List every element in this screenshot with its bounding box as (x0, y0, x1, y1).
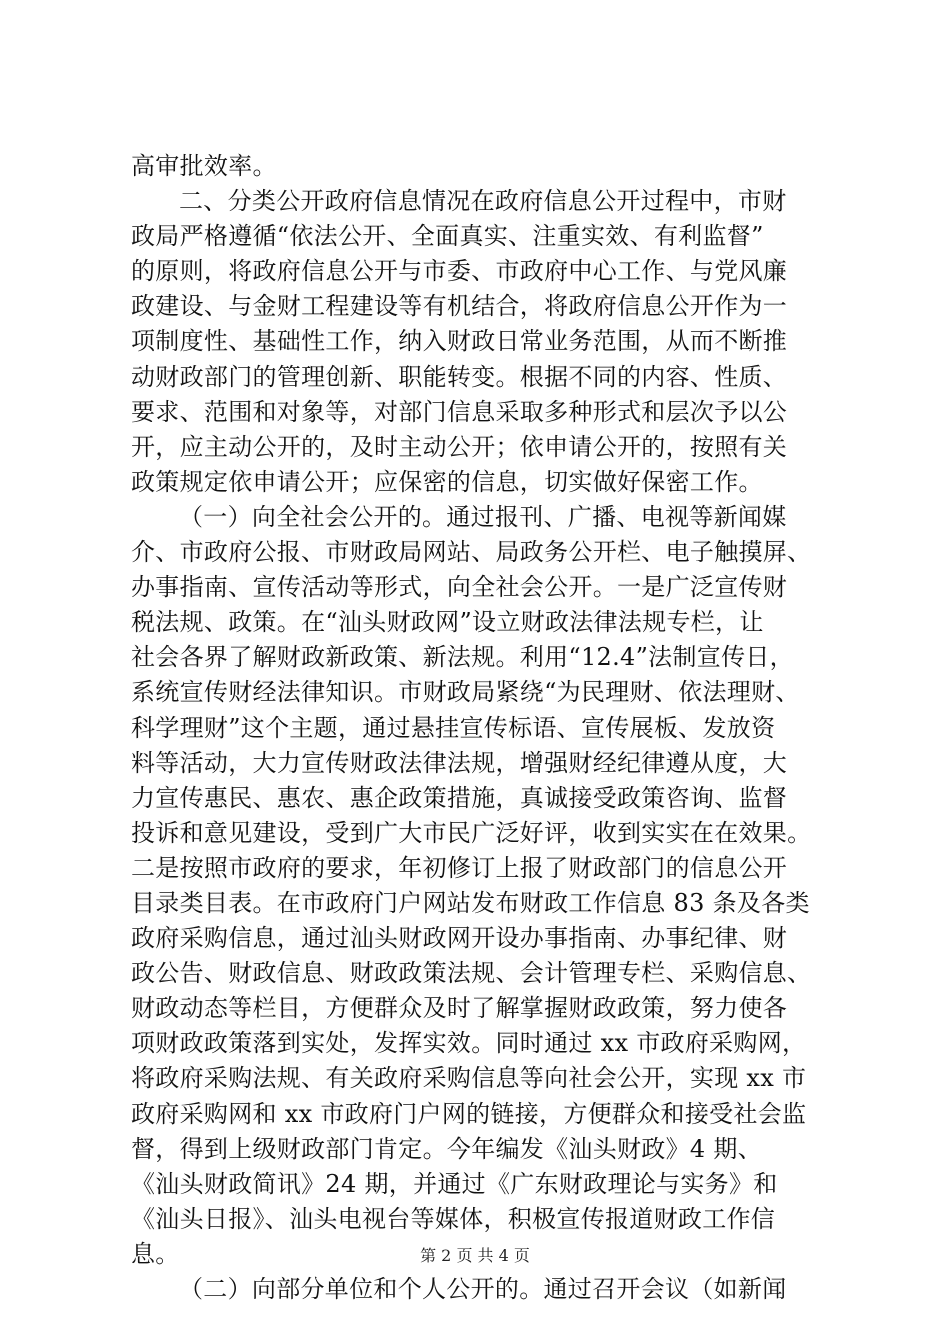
text-line: 目录类目表。在市政府门户网站发布财政工作信息 83 条及各类 (131, 888, 810, 917)
text-line: 的原则，将政府信息公开与市委、市政府中心工作、与党风廉 (131, 257, 788, 286)
document-body (131, 149, 831, 1307)
text-line: 动财政部门的管理创新、职能转变。根据不同的内容、性质、 (131, 362, 788, 391)
text-line: 税法规、政策。在“汕头财政网”设立财政法律法规专栏，让 (131, 608, 764, 637)
text-line: 督，得到上级财政部门肯定。今年编发《汕头财政》4 期、 (131, 1134, 762, 1163)
text-line: 《汕头财政简讯》24 期，并通过《广东财政理论与实务》和 (131, 1169, 778, 1198)
text-line: 办事指南、宣传活动等形式，向全社会公开。一是广泛宣传财 (131, 573, 788, 602)
text-line: （二）向部分单位和个人公开的。通过召开会议（如新闻 (179, 1275, 787, 1303)
page-number-footer: 第 2 页 共 4 页 (420, 1246, 530, 1265)
text-line: 《汕头日报》、汕头电视台等媒体，积极宣传报道财政工作信 (131, 1204, 776, 1233)
text-line: 政府采购信息，通过汕头财政网开设办事指南、办事纪律、财 (131, 924, 788, 953)
text-line: 高审批效率。 (131, 152, 277, 180)
text-line: 将政府采购法规、有关政府采购信息等向社会公开，实现 xx 市 (131, 1064, 807, 1093)
text-line: 二是按照市政府的要求，年初修订上报了财政部门的信息公开 (131, 853, 788, 882)
text-line: 息。 (131, 1239, 180, 1268)
text-line: （一）向全社会公开的。通过报刊、广播、电视等新闻媒 (179, 502, 787, 531)
text-line: 二、分类公开政府信息情况在政府信息公开过程中，市财 (179, 187, 787, 216)
text-line: 政策规定依申请公开；应保密的信息，切实做好保密工作。 (131, 467, 763, 496)
text-line: 科学理财”这个主题，通过悬挂宣传标语、宣传展板、发放资 (131, 713, 776, 742)
text-line: 政建设、与金财工程建设等有机结合，将政府信息公开作为一 (131, 292, 788, 321)
text-line: 项制度性、基础性工作，纳入财政日常业务范围，从而不断推 (131, 327, 788, 356)
text-line: 政公告、财政信息、财政政策法规、会计管理专栏、采购信息、 (131, 959, 812, 988)
text-line: 政府采购网和 xx 市政府门户网的链接，方便群众和接受社会监 (131, 1099, 807, 1128)
text-line: 开，应主动公开的，及时主动公开；依申请公开的，按照有关 (131, 432, 788, 461)
text-line: 力宣传惠民、惠农、惠企政策措施，真诚接受政策咨询、监督 (131, 783, 788, 812)
text-line: 投诉和意见建设，受到广大市民广泛好评，收到实实在在效果。 (131, 818, 812, 847)
text-line: 项财政政策落到实处，发挥实效。同时通过 xx 市政府采购网， (131, 1029, 807, 1058)
text-line: 政局严格遵循“依法公开、全面真实、注重实效、有利监督” (131, 222, 764, 251)
text-line: 系统宣传财经法律知识。市财政局紧绕“为民理财、依法理财、 (131, 678, 800, 707)
text-line: 料等活动，大力宣传财政法律法规，增强财经纪律遵从度，大 (131, 748, 788, 777)
text-line: 介、市政府公报、市财政局网站、局政务公开栏、电子触摸屏、 (131, 538, 812, 567)
text-line: 要求、范围和对象等，对部门信息采取多种形式和层次予以公 (131, 397, 788, 426)
text-line: 社会各界了解财政新政策、新法规。利用“12.4”法制宣传日， (131, 643, 794, 672)
text-line: 财政动态等栏目，方便群众及时了解掌握财政政策，努力使各 (131, 994, 788, 1023)
